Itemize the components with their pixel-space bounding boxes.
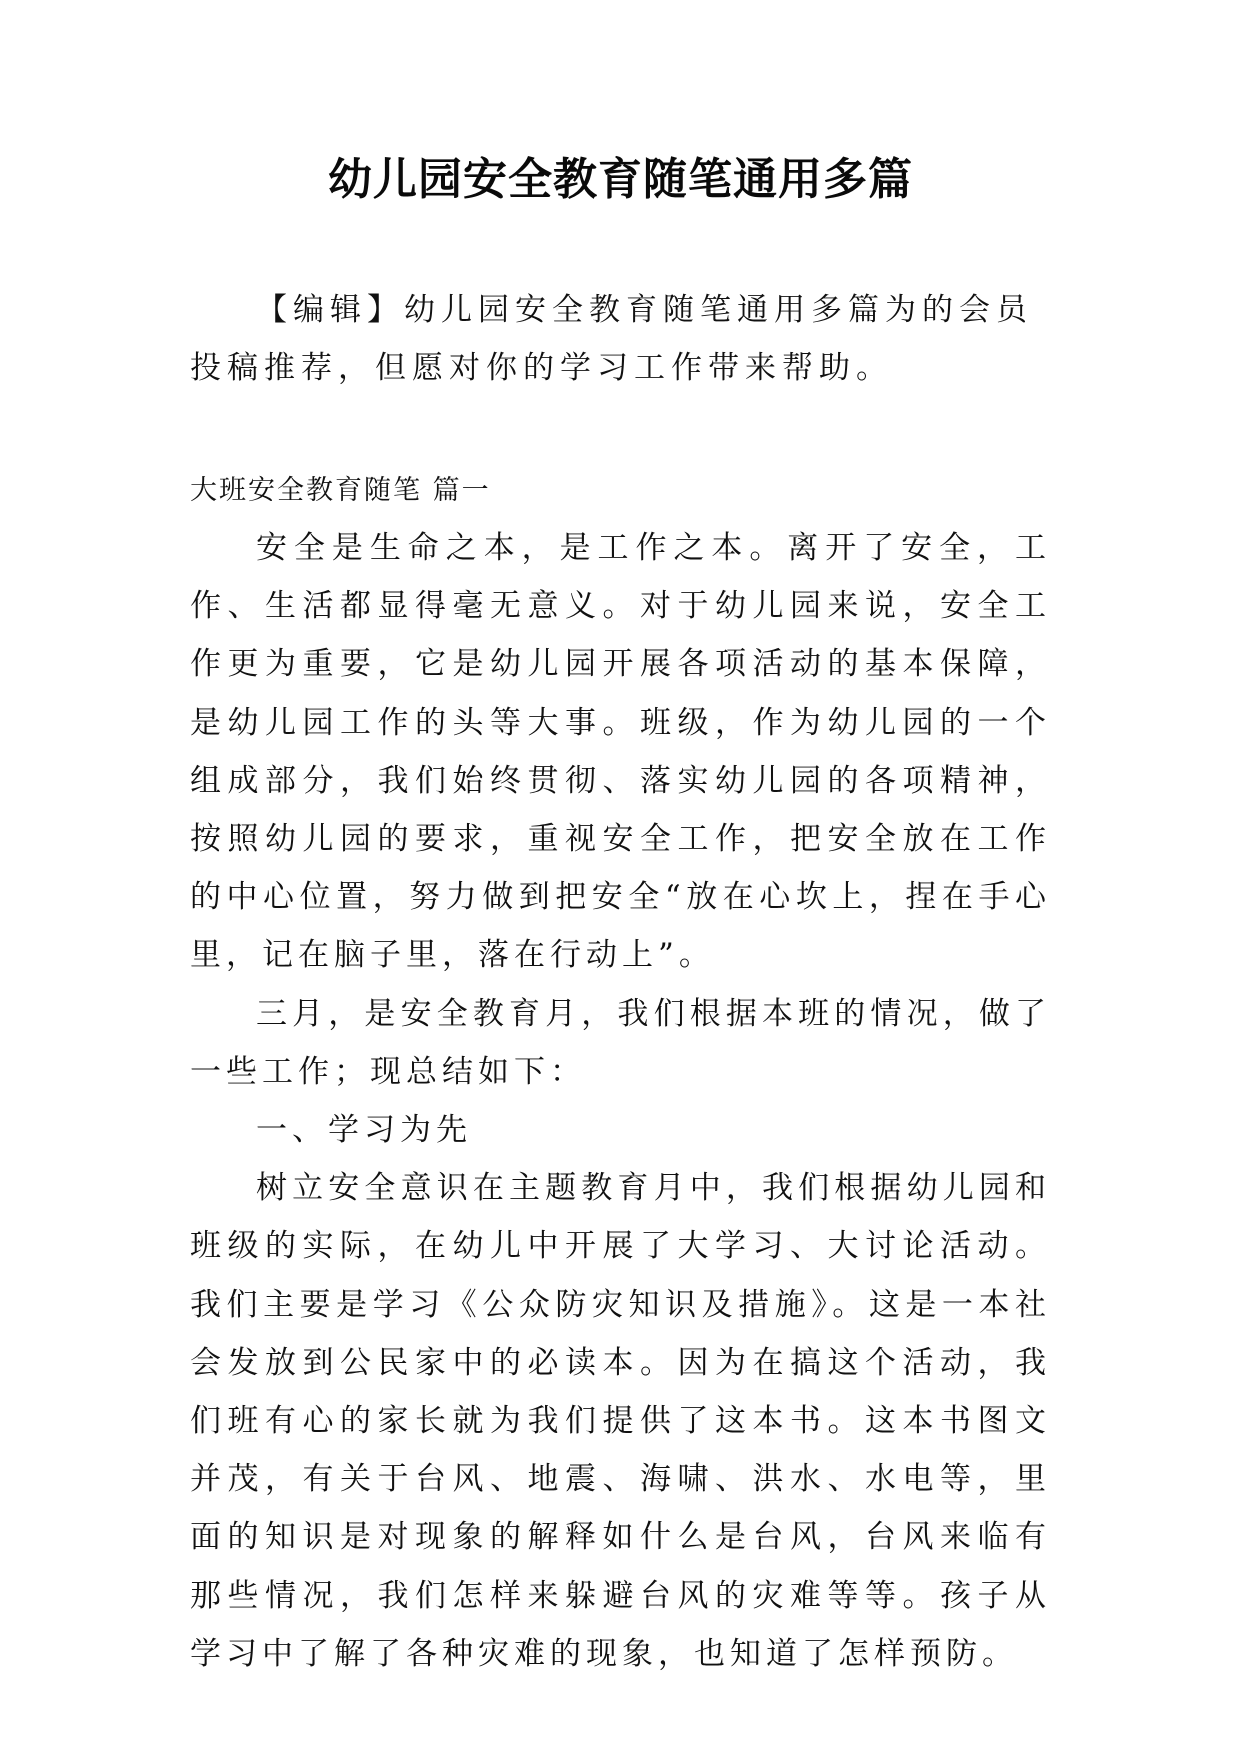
body-paragraph: 三月，是安全教育月，我们根据本班的情况，做了一些工作；现总结如下： xyxy=(190,995,1051,1090)
section-heading: 大班安全教育随笔 篇一 xyxy=(190,475,491,506)
document-body xyxy=(190,519,1051,1683)
body-paragraph: 安全是生命之本，是工作之本。离开了安全，工作、生活都显得毫无意义。对于幼儿园来说，安全工作更为重要，它是幼儿园开展各项活动的基本保障，是幼儿园工作的头等大事。班级，作为幼儿园的一个组成部分，我们始终贯彻、落实幼儿园的各项精神，按照幼儿园的要求，重视安全工作，把安全放在工作的中心位置，努力做到把安全“放在心坎上，捏在手心里，记在脑子里，落在行动上”。 xyxy=(190,530,1051,974)
subsection-heading: 一、学习为先 xyxy=(256,1112,472,1149)
body-paragraph: 树立安全意识在主题教育月中，我们根据幼儿园和班级的实际，在幼儿中开展了大学习、大讨论活动。我们主要是学习《公众防灾知识及措施》。这是一本社会发放到公民家中的必读本。因为在搞这个活动，我们班有心的家长就为我们提供了这本书。这本书图文并茂，有关于台风、地震、海啸、洪水、水电等，里面的知识是对现象的解释如什么是台风，台风来临有那些情况，我们怎样来躲避台风的灾难等等。孩子从学习中了解了各种灾难的现象，也知道了怎样预防。 xyxy=(190,1170,1051,1672)
document-title: 幼儿园安全教育随笔通用多篇 xyxy=(328,154,913,205)
intro-paragraph: 【编辑】幼儿园安全教育随笔通用多篇为的会员投稿推荐，但愿对你的学习工作带来帮助。 xyxy=(190,292,1033,386)
